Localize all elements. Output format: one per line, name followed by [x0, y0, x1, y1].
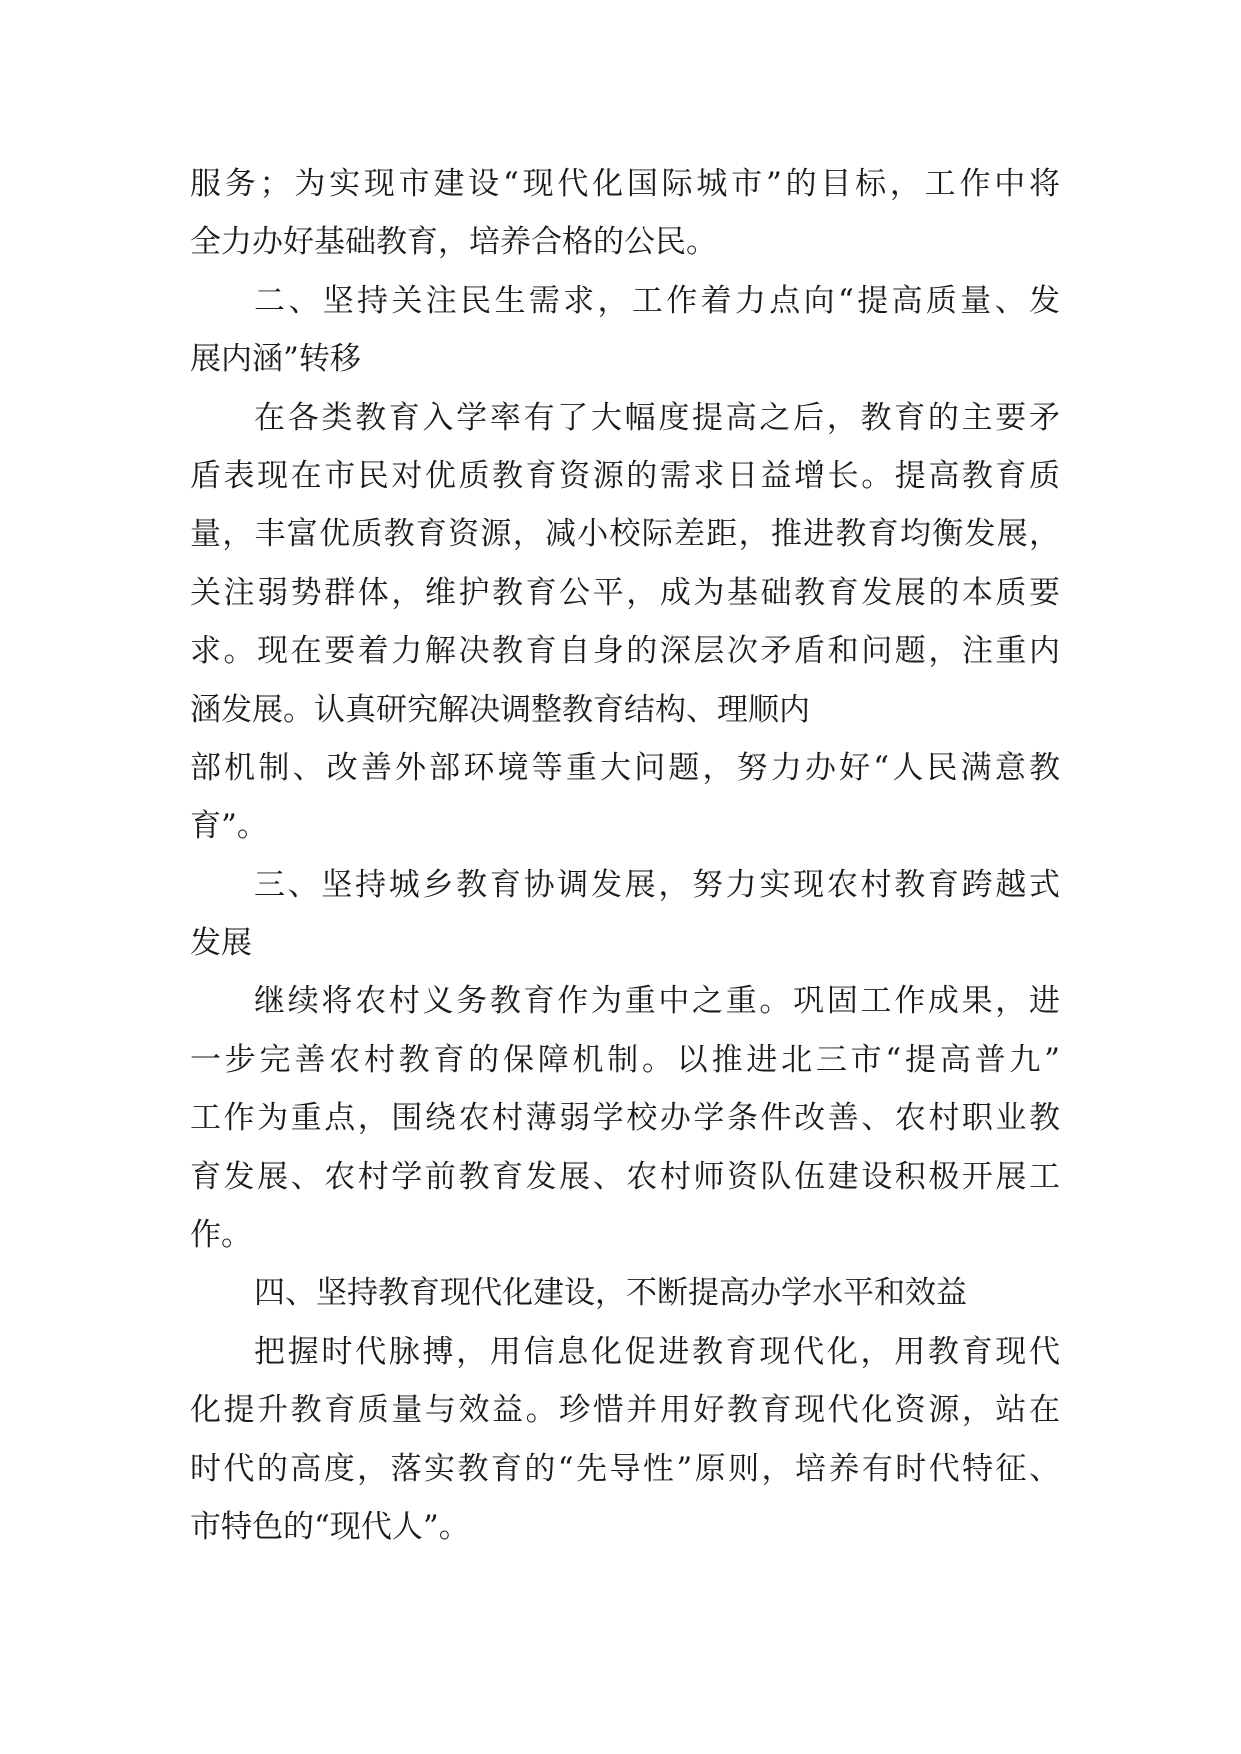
text-line: 服务；为实现市建设“现代化国际城市”的目标，工作中将 [190, 166, 1060, 202]
text-line: 继续将农村义务教育作为重中之重。巩固工作成果，进 [254, 983, 1060, 1020]
document-body [190, 155, 1060, 1556]
text-line: 把握时代脉搏，用信息化促进教育现代化，用教育现代 [254, 1333, 1060, 1370]
text-line: 部机制、改善外部环境等重大问题，努力办好“人民满意教 [190, 749, 1060, 786]
text-line: 育”。 [190, 808, 268, 845]
text-line: 在各类教育入学率有了大幅度提高之后，教育的主要矛 [254, 399, 1060, 436]
text-line: 二、坚持关注民生需求，工作着力点向“提高质量、发 [254, 282, 1060, 319]
text-line: 三、坚持城乡教育协调发展，努力实现农村教育跨越式 [254, 866, 1060, 903]
text-line: 发展 [190, 925, 252, 962]
text-line: 工作为重点，围绕农村薄弱学校办学条件改善、农村职业教 [190, 1100, 1060, 1137]
text-line: 全力办好基础教育，培养合格的公民。 [190, 224, 717, 261]
text-line: 求。现在要着力解决教育自身的深层次矛盾和问题，注重内 [190, 633, 1060, 670]
text-line: 一步完善农村教育的保障机制。以推进北三市“提高普九” [190, 1041, 1060, 1078]
text-line: 涵发展。认真研究解决调整教育结构、理顺内 [190, 691, 810, 728]
text-line: 化提升教育质量与效益。珍惜并用好教育现代化资源，站在 [190, 1392, 1060, 1429]
text-line: 时代的高度，落实教育的“先导性”原则，培养有时代特征、 [190, 1450, 1060, 1487]
text-line: 市特色的“现代人”。 [190, 1508, 470, 1545]
text-line: 作。 [190, 1217, 252, 1254]
text-line: 盾表现在市民对优质教育资源的需求日益增长。提高教育质 [190, 457, 1060, 494]
text-line: 育发展、农村学前教育发展、农村师资队伍建设积极开展工 [190, 1158, 1060, 1195]
text-line: 关注弱势群体，维护教育公平，成为基础教育发展的本质要 [190, 574, 1060, 611]
text-line: 展内涵”转移 [190, 341, 361, 378]
text-line: 四、坚持教育现代化建设，不断提高办学水平和效益 [254, 1275, 967, 1312]
text-line: 量，丰富优质教育资源，减小校际差距，推进教育均衡发展， [190, 516, 1060, 553]
